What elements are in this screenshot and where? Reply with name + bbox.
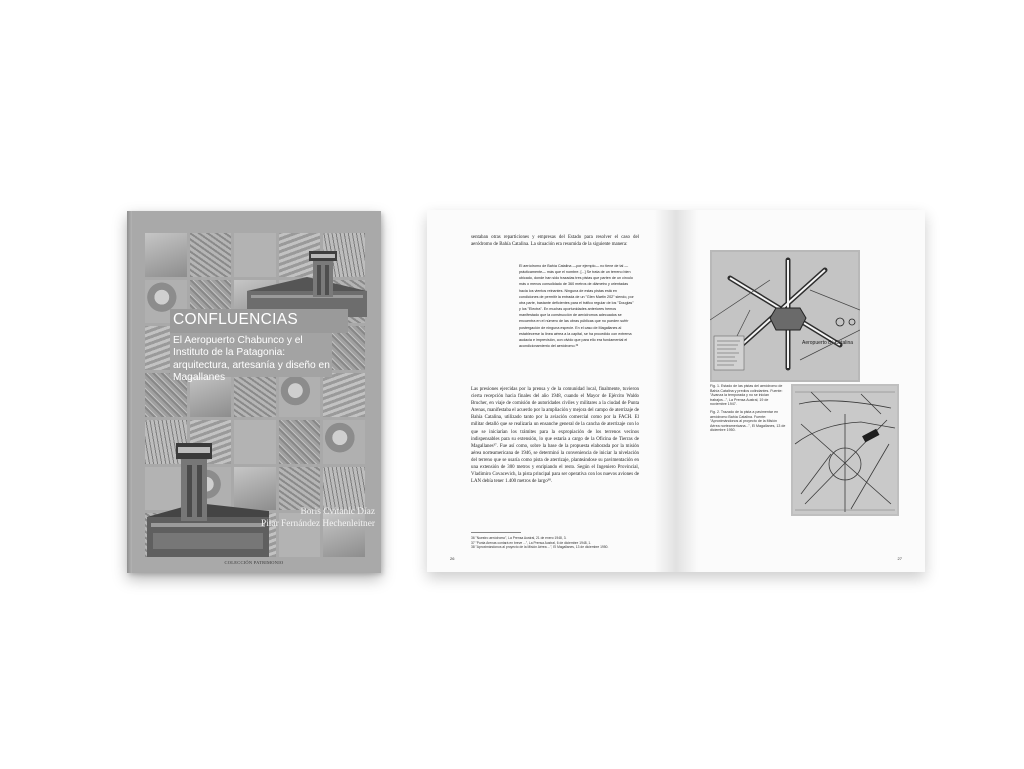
footnote-rule: [471, 532, 521, 533]
block-quote: El aeródromo de Bahía Catalina —por ejemplo— no tiene de tal —prácticamente— más que el nombre. [...] Se trata de un terreno bien ubicado, donde han sido trazadas tres pistas que parten de un círculo más o menos consolidado de 360 metros de diámetro y orientadas hacia los vientos reinantes. Ninguna de estas pistas está en condiciones de permitir la entrada de un "Glen Martin 202" siendo, por otra parte, bastante deficientes para el tráfico regular de los "Douglas" y los "Electra". En muchas oportunidades anteriores hemos manifestado que la construcción de aeródromos adecuados se encuentra en el número de las obras públicas que no pueden sufrir postergación de ninguna especie. En el caso de Magallanes al establecerse la línea aérea a la capital, se ha procedido con extrema audacia e imprevisión, con olvido que para ello era fundamental el acondicionamiento del aeródromo.³⁶: [519, 264, 634, 349]
mosaic-tile: [323, 420, 365, 464]
mosaic-tile: [279, 467, 321, 511]
open-book-spread: [427, 210, 925, 572]
body-paragraph: Las presiones ejercidas por la prensa y de la comunidad local, finalmente, tuvieron cierta recepción hacia finales del año 1948, cuando el Mayor de Ejército Waldo Brucher, en viaje de comisión de autoridades civiles y militares a la ciudad de Punta Arenas, manifestaba el acuerdo por la ampliación y mejora del campo de aterrizaje de Bahía Catalina, utilizado tanto por la aviación comercial como por la FACH. El militar detalló que se realizaría un ensanche general de la cancha de aterrizaje con lo que se iniciarían los trámites para la expropiación de los terrenos vecinos indispensables para su extensión, lo que estaría a cargo de la Oficina de Tierras de Magallanes³⁷. Fue así como, sobre la base de la propuesta elaborada por la misión aérea norteamericana de 1946, se determinó la conveniencia de iniciar la nivelación del terreno que se usaría como pista de aterrizaje, planteándose su pavimentación en una extensión de 300 metros y enripiando el resto. Según el Ingeniero Provincial, Vladimiro Covacevich, la pista principal para ser operativa con los nuevos aviones de LAN debía tener 1.400 metros de largo³⁸.: [471, 387, 639, 485]
author-name: Boris Cvitanic Díaz: [300, 507, 375, 517]
runway-plan-figure-2: [791, 384, 899, 516]
cover-spine-edge: [127, 211, 132, 573]
gutter-shadow: [654, 210, 676, 572]
mosaic-tile: [190, 233, 232, 277]
figure-2-caption: Fig. 2. Trazado de la pista a pavimentar en aeródromo Bahía Catalina. Fuente: "Aproximándonos al proyecto de la Misión Aérea norteamericana...", El Magallanes, 13 de diciembre 1950.: [710, 410, 786, 433]
cover-title: CONFLUENCIAS: [173, 311, 299, 328]
author-name: Pilar Fernández Hechenleitner: [260, 518, 375, 529]
cover-subtitle: El Aeropuerto Chabunco y el Instituto de la Patagonia: arquitectura, artesanía y diseño en Magallanes: [173, 335, 330, 384]
left-page: [427, 210, 676, 572]
intro-paragraph: sentaban otras reparticiones y empresas del Estado para resolver el caso del aeródromo de Bahía Catalina. La situación era resumida de la siguiente manera:: [471, 235, 639, 248]
figure-handwritten-label: Aeropuerto Bº Catalina: [802, 340, 854, 346]
mosaic-tile: [323, 467, 365, 511]
footnote: 38 "Aproximándonos al proyecto de la Misión Aérea ...", El Magallanes, 13 de diciembre 1950.: [471, 545, 609, 550]
mosaic-tile: [145, 233, 187, 277]
cover-authors: [237, 507, 375, 530]
footnote: 37 "Punta Arenas contará en breve ...", La Prensa Austral, 6 de diciembre 1948, 1.: [471, 540, 592, 545]
gutter-shadow: [676, 210, 698, 572]
page-number: 26: [450, 556, 455, 561]
mosaic-tile: [279, 420, 321, 464]
figure-1-caption: Fig. 1. Estado de las pistas del aeródromo de Bahía Catalina y predios colindantes. Fuente: "Avanza la temporada y no se inician trabajos...", La Prensa Austral, 19 de noviembre 1947.: [710, 384, 783, 407]
right-page: [676, 210, 925, 572]
footnote: 36 "Nuestro aeródromo", La Prensa Austral, 21 de enero 1948, 3.: [471, 536, 567, 540]
control-tower-illustration: [247, 251, 367, 317]
footnotes: [471, 536, 639, 550]
book-cover: [127, 211, 381, 573]
page-number: 27: [897, 556, 902, 561]
airfield-sketch-figure-1: [710, 250, 860, 382]
collection-name: COLECCIÓN PATRIMONIO: [224, 560, 284, 565]
airport-building-illustration: [147, 439, 269, 557]
